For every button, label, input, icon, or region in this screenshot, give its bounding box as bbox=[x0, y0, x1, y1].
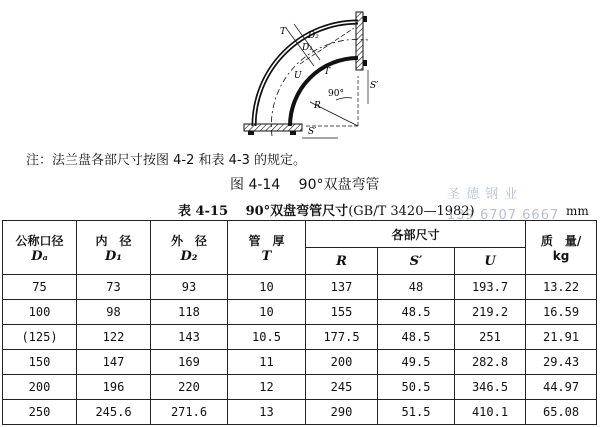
table-row bbox=[3, 325, 597, 350]
table-row bbox=[3, 350, 597, 375]
header-nominal bbox=[3, 221, 77, 275]
header-thickness-label: 管 厚 bbox=[248, 233, 285, 248]
cell-nominal: 100 bbox=[3, 300, 77, 325]
cell-inner: 196 bbox=[77, 375, 151, 400]
cell-outer: 93 bbox=[151, 275, 228, 300]
figure-caption: 图 4-14 90°双盘弯管 bbox=[230, 177, 380, 193]
cell-s: 48.5 bbox=[378, 300, 455, 325]
cell-r: 245 bbox=[306, 375, 378, 400]
cell-inner: 245.6 bbox=[77, 400, 151, 425]
cell-nominal: 75 bbox=[3, 275, 77, 300]
cell-nominal: (125) bbox=[3, 325, 77, 350]
watermark-company: 圣 德 钢 业 bbox=[447, 187, 519, 202]
cell-outer: 220 bbox=[151, 375, 228, 400]
cell-inner: 147 bbox=[77, 350, 151, 375]
header-thickness bbox=[228, 221, 306, 275]
cell-nominal: 250 bbox=[3, 400, 77, 425]
cell-nominal: 150 bbox=[3, 350, 77, 375]
cell-mass: 13.22 bbox=[526, 275, 597, 300]
header-mass-unit: kg bbox=[552, 249, 570, 263]
header-outer-symbol: D₂ bbox=[180, 248, 198, 264]
header-inner bbox=[77, 221, 151, 275]
cell-mass: 16.59 bbox=[526, 300, 597, 325]
cell-nominal: 200 bbox=[3, 375, 77, 400]
table-row bbox=[3, 375, 597, 400]
header-s-symbol: S′ bbox=[409, 253, 423, 269]
header-r-symbol: R bbox=[336, 253, 347, 269]
header-thickness-symbol: T bbox=[261, 248, 272, 264]
table-row bbox=[3, 275, 597, 300]
label-s-right: S′ bbox=[370, 81, 379, 91]
cell-thickness: 12 bbox=[228, 375, 306, 400]
bottom-flange bbox=[244, 124, 302, 131]
cell-inner: 122 bbox=[77, 325, 151, 350]
cell-s: 50.5 bbox=[378, 375, 455, 400]
cell-u: 346.5 bbox=[455, 375, 526, 400]
cell-u: 282.8 bbox=[455, 350, 526, 375]
cell-thickness: 11 bbox=[228, 350, 306, 375]
elbow-drawing bbox=[228, 4, 388, 146]
cell-s: 48 bbox=[378, 275, 455, 300]
cell-mass: 21.91 bbox=[526, 325, 597, 350]
cell-outer: 143 bbox=[151, 325, 228, 350]
label-t: T bbox=[280, 27, 287, 37]
cell-r: 200 bbox=[306, 350, 378, 375]
header-r bbox=[306, 248, 378, 275]
header-nominal-label: 公称口径 bbox=[15, 233, 64, 248]
header-outer-label: 外 径 bbox=[170, 233, 207, 248]
header-inner-symbol: D₁ bbox=[105, 248, 122, 264]
label-d1: D₁ bbox=[302, 43, 313, 53]
cell-outer: 169 bbox=[151, 350, 228, 375]
header-u bbox=[455, 248, 526, 275]
cell-outer: 118 bbox=[151, 300, 228, 325]
table-standard: (GB/T 3420—1982) bbox=[348, 204, 475, 219]
cell-u: 410.1 bbox=[455, 400, 526, 425]
cell-inner: 98 bbox=[77, 300, 151, 325]
cell-thickness: 10 bbox=[228, 275, 306, 300]
table-title bbox=[178, 200, 475, 219]
label-u: U bbox=[294, 71, 302, 81]
cell-mass: 65.08 bbox=[526, 400, 597, 425]
label-angle: 90° bbox=[328, 89, 344, 99]
cell-u: 251 bbox=[455, 325, 526, 350]
header-nominal-symbol: Dₐ bbox=[31, 248, 48, 264]
cell-s: 49.5 bbox=[378, 350, 455, 375]
top-flange bbox=[356, 12, 363, 70]
dimension-table bbox=[2, 220, 597, 425]
label-t2: T bbox=[324, 67, 331, 77]
table-row bbox=[3, 400, 597, 425]
cell-s: 51.5 bbox=[378, 400, 455, 425]
cell-r: 290 bbox=[306, 400, 378, 425]
label-s-bottom: S′ bbox=[308, 127, 317, 137]
header-mass-label: 质 量/ bbox=[540, 234, 582, 248]
watermark-phone: 139 6707 6667 bbox=[447, 208, 560, 223]
label-d2: D₂ bbox=[308, 31, 319, 41]
cell-thickness: 10.5 bbox=[228, 325, 306, 350]
cell-s: 48.5 bbox=[378, 325, 455, 350]
cell-r: 177.5 bbox=[306, 325, 378, 350]
cell-u: 193.7 bbox=[455, 275, 526, 300]
label-r: R bbox=[314, 101, 321, 111]
header-parts bbox=[306, 221, 526, 248]
figure-note: 注：法兰盘各部尺寸按图 4-2 和表 4-3 的规定。 bbox=[26, 153, 306, 168]
cell-r: 137 bbox=[306, 275, 378, 300]
header-inner-label: 内 径 bbox=[95, 233, 132, 248]
cell-inner: 73 bbox=[77, 275, 151, 300]
header-s bbox=[378, 248, 455, 275]
cell-outer: 271.6 bbox=[151, 400, 228, 425]
cell-r: 155 bbox=[306, 300, 378, 325]
table-row bbox=[3, 300, 597, 325]
header-u-symbol: U bbox=[484, 253, 496, 269]
elbow-outer-wall bbox=[254, 22, 358, 126]
header-mass bbox=[526, 221, 597, 275]
header-parts-label: 各部尺寸 bbox=[391, 227, 440, 242]
cell-thickness: 13 bbox=[228, 400, 306, 425]
cell-u: 219.2 bbox=[455, 300, 526, 325]
header-outer bbox=[151, 221, 228, 275]
cell-thickness: 10 bbox=[228, 300, 306, 325]
cell-mass: 44.97 bbox=[526, 375, 597, 400]
table-title-text: 表 4-15 90°双盘弯管尺寸 bbox=[178, 204, 349, 219]
table-unit: mm bbox=[566, 204, 589, 218]
cell-mass: 29.43 bbox=[526, 350, 597, 375]
